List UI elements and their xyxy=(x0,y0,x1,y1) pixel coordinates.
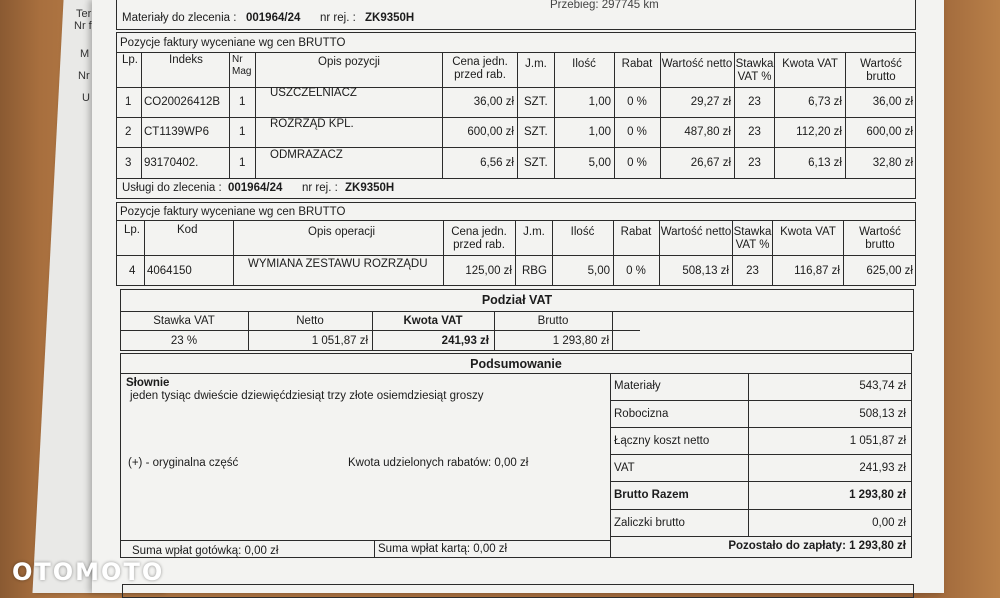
amount-in-words: jeden tysiąc dwieście dziewięćdziesiąt trzy złote osiemdziesiąt groszy xyxy=(130,390,484,402)
summary-vat-value: 241,93 zł xyxy=(859,462,906,474)
invoice-page xyxy=(92,0,944,593)
parts-header-discount: Rabat xyxy=(621,58,653,70)
table-cell: 0 % xyxy=(627,126,647,138)
table-cell: 6,73 zł xyxy=(808,96,842,108)
services-label: Usługi do zlecenia : xyxy=(122,182,222,194)
table-cell: 116,87 zł xyxy=(794,265,840,277)
vat-net-value: 1 051,87 zł xyxy=(311,335,368,347)
table-cell: 36,00 zł xyxy=(473,96,514,108)
table-cell: 0 % xyxy=(627,96,647,108)
summary-advance-label: Zaliczki brutto xyxy=(614,517,685,529)
summary-materials-label: Materiały xyxy=(614,380,661,392)
materials-reg-label: nr rej. : xyxy=(320,12,356,24)
summary-materials-value: 543,74 zł xyxy=(859,380,906,392)
table-cell: ODMRAZACZ xyxy=(270,149,343,161)
table-row: 3 xyxy=(125,157,132,169)
vat-header-rate: Stawka VAT xyxy=(153,315,215,327)
services-header-price: Cena jedn. przed rab. xyxy=(451,226,507,251)
back-text-5: U xyxy=(82,92,90,104)
table-cell: 1 xyxy=(239,96,246,108)
table-cell: 1 xyxy=(239,157,246,169)
table-cell: 125,00 zł xyxy=(465,265,512,277)
table-row: 4 xyxy=(129,265,136,277)
vat-header-net: Netto xyxy=(296,315,324,327)
vat-header-gross: Brutto xyxy=(537,315,569,327)
table-cell: CT1139WP6 xyxy=(144,126,209,138)
table-cell: 36,00 zł xyxy=(872,96,913,108)
services-header-unit: J.m. xyxy=(523,226,545,238)
materials-order: 001964/24 xyxy=(246,12,301,24)
table-cell: 1,00 xyxy=(588,96,611,108)
remaining-to-pay: Pozostało do zapłaty: 1 293,80 zł xyxy=(728,540,906,552)
table-cell: 0 % xyxy=(627,157,647,169)
table-cell: 1,00 xyxy=(588,126,611,138)
parts-header-gross: Wartość brutto xyxy=(860,58,902,83)
parts-header-index: Indeks xyxy=(169,54,203,66)
services-header-vat: Kwota VAT xyxy=(780,226,836,238)
table-cell: 23 xyxy=(748,96,761,108)
table-cell: 23 xyxy=(748,126,761,138)
summary-labor-value: 508,13 zł xyxy=(859,408,906,420)
services-reg: ZK9350H xyxy=(345,182,395,194)
table-cell: 93170402. xyxy=(144,157,199,169)
otomoto-watermark: OTOMOTO xyxy=(12,558,165,586)
vat-rate-value: 23 % xyxy=(170,335,198,347)
services-header-gross: Wartość brutto xyxy=(859,226,901,251)
table-cell: 32,80 zł xyxy=(872,157,913,169)
services-header-net: Wartość netto xyxy=(660,226,732,238)
parts-header-vat: Kwota VAT xyxy=(782,58,838,70)
summary-net-value: 1 051,87 zł xyxy=(849,435,906,447)
services-header-rate: Stawka VAT % xyxy=(733,226,772,251)
parts-header-mag: Nr Mag xyxy=(232,54,252,77)
discount-amount: Kwota udzielonych rabatów: 0,00 zł xyxy=(348,457,529,469)
table-cell: USZCZELNIACZ xyxy=(270,87,357,99)
back-text-3: M xyxy=(80,48,90,60)
parts-header-qty: Ilość xyxy=(572,58,596,70)
table-cell: SZT. xyxy=(524,96,548,108)
table-cell: 6,56 zł xyxy=(480,157,514,169)
services-header-discount: Rabat xyxy=(620,226,652,238)
parts-title: Pozycje faktury wyceniane wg cen BRUTTO xyxy=(120,37,346,49)
table-row: 2 xyxy=(125,126,132,138)
summary-gross-value: 1 293,80 zł xyxy=(849,489,906,501)
services-header-qty: Ilość xyxy=(570,226,595,238)
vat-gross-value: 1 293,80 zł xyxy=(552,335,609,347)
table-cell: 4064150 xyxy=(147,265,192,277)
summary-labor-label: Robocizna xyxy=(614,408,669,420)
summary-advance-value: 0,00 zł xyxy=(872,517,906,529)
table-row: 1 xyxy=(125,96,132,108)
table-cell: ROZRZĄD KPL. xyxy=(270,118,354,130)
table-cell: 600,00 zł xyxy=(467,126,514,138)
table-cell: SZT. xyxy=(524,157,548,169)
table-cell: 29,27 zł xyxy=(690,96,731,108)
table-cell: 23 xyxy=(748,157,761,169)
table-cell: 5,00 xyxy=(587,265,610,277)
table-cell: 6,13 zł xyxy=(808,157,842,169)
amount-in-words-label: Słownie xyxy=(126,377,170,389)
table-cell: 625,00 zł xyxy=(866,265,913,277)
services-header-lp: Lp. xyxy=(124,224,140,236)
services-title: Pozycje faktury wyceniane wg cen BRUTTO xyxy=(120,206,346,218)
parts-header-unit: J.m. xyxy=(525,58,547,70)
table-cell: 487,80 zł xyxy=(684,126,731,138)
table-cell: 112,20 zł xyxy=(796,126,842,138)
table-cell: 508,13 zł xyxy=(682,265,729,277)
summary-title: Podsumowanie xyxy=(470,357,562,371)
card-payments: Suma wpłat kartą: 0,00 zł xyxy=(378,543,508,555)
table-cell: 5,00 xyxy=(588,157,611,169)
table-cell: SZT. xyxy=(524,126,548,138)
services-header-code: Kod xyxy=(177,224,198,236)
back-text-2: Nr f xyxy=(74,20,92,32)
materials-label: Materiały do zlecenia : xyxy=(122,12,237,24)
back-text-1: Ter xyxy=(76,8,92,20)
table-cell: 600,00 zł xyxy=(866,126,913,138)
table-cell: WYMIANA ZESTAWU ROZRZĄDU xyxy=(248,258,428,270)
parts-header-rate: Stawka VAT % xyxy=(735,58,774,83)
table-cell: 0 % xyxy=(626,265,646,277)
materials-reg: ZK9350H xyxy=(365,12,415,24)
summary-vat-label: VAT xyxy=(614,462,635,474)
summary-gross-label: Brutto Razem xyxy=(614,489,689,501)
parts-header-lp: Lp. xyxy=(122,54,138,66)
table-cell: 26,67 zł xyxy=(690,157,731,169)
services-reg-label: nr rej. : xyxy=(302,182,338,194)
table-cell: 23 xyxy=(746,265,759,277)
cash-payments: Suma wpłat gotówką: 0,00 zł xyxy=(132,545,279,557)
table-cell: 1 xyxy=(239,126,246,138)
parts-header-price: Cena jedn. przed rab. xyxy=(452,56,508,81)
summary-net-label: Łączny koszt netto xyxy=(614,435,710,447)
vat-amount-value: 241,93 zł xyxy=(441,335,489,347)
parts-header-net: Wartość netto xyxy=(661,58,733,70)
services-order: 001964/24 xyxy=(228,182,283,194)
table-cell: RBG xyxy=(522,265,547,277)
table-cell: CO20026412B xyxy=(144,96,221,108)
back-text-4: Nr xyxy=(78,70,90,82)
mileage: Przebieg: 297745 km xyxy=(550,0,659,11)
services-header-desc: Opis operacji xyxy=(308,226,376,238)
parts-header-desc: Opis pozycji xyxy=(318,56,380,68)
next-section-box xyxy=(122,584,914,598)
vat-header-amount: Kwota VAT xyxy=(403,315,463,327)
original-part-note: (+) - oryginalna część xyxy=(128,457,239,469)
vat-split-title: Podział VAT xyxy=(481,293,553,307)
